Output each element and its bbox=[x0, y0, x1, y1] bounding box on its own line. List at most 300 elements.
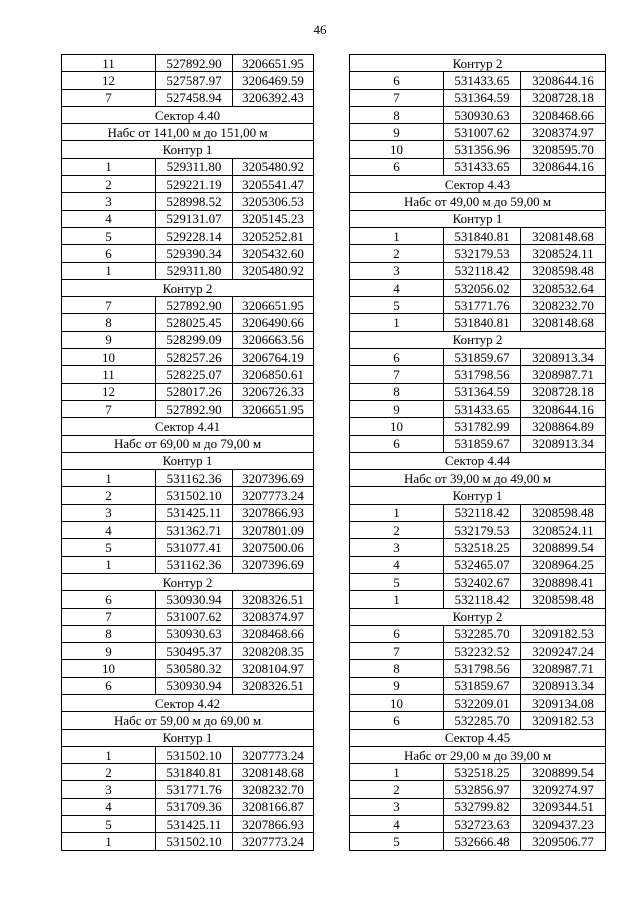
coordinate-x: 531425.11 bbox=[156, 504, 233, 521]
table-row bbox=[350, 383, 606, 400]
table-row bbox=[62, 72, 314, 89]
coordinate-y: 3208524.11 bbox=[521, 245, 606, 262]
coordinate-x: 531798.56 bbox=[444, 366, 521, 383]
coordinate-y: 3209506.77 bbox=[521, 833, 606, 850]
point-number: 10 bbox=[350, 418, 444, 435]
table-row bbox=[350, 591, 606, 608]
coordinate-x: 531840.81 bbox=[444, 227, 521, 244]
table-row bbox=[350, 694, 606, 711]
coordinate-y: 3208532.64 bbox=[521, 279, 606, 296]
coordinate-x: 528025.45 bbox=[156, 314, 233, 331]
table-row bbox=[350, 72, 606, 89]
point-number: 4 bbox=[62, 522, 156, 539]
coordinate-y: 3207773.24 bbox=[233, 746, 314, 763]
coordinate-x: 532118.42 bbox=[444, 591, 521, 608]
table-row bbox=[350, 106, 606, 123]
point-number: 1 bbox=[62, 262, 156, 279]
coordinate-y: 3208374.97 bbox=[521, 124, 606, 141]
table-row bbox=[62, 314, 314, 331]
coordinate-x: 529311.80 bbox=[156, 158, 233, 175]
coordinate-y: 3209134.08 bbox=[521, 694, 606, 711]
table-row bbox=[62, 89, 314, 106]
section-header-row bbox=[350, 608, 606, 625]
section-header-row bbox=[62, 694, 314, 711]
point-number: 1 bbox=[62, 556, 156, 573]
coordinate-y: 3209274.97 bbox=[521, 781, 606, 798]
coordinate-y: 3206850.61 bbox=[233, 366, 314, 383]
coordinate-x: 528225.07 bbox=[156, 366, 233, 383]
point-number: 6 bbox=[62, 245, 156, 262]
coordinate-y: 3206651.95 bbox=[233, 297, 314, 314]
section-header-row bbox=[62, 124, 314, 141]
point-number: 1 bbox=[350, 314, 444, 331]
coordinate-y: 3206469.59 bbox=[233, 72, 314, 89]
point-number: 6 bbox=[62, 591, 156, 608]
table-row bbox=[350, 816, 606, 833]
table-row bbox=[350, 314, 606, 331]
coordinate-x: 531433.65 bbox=[444, 158, 521, 175]
coordinate-y: 3208913.34 bbox=[521, 435, 606, 452]
section-header: Контур 1 bbox=[350, 210, 606, 227]
section-header-row bbox=[350, 487, 606, 504]
coordinate-x: 532285.70 bbox=[444, 625, 521, 642]
table-row bbox=[62, 470, 314, 487]
coordinate-x: 531859.67 bbox=[444, 435, 521, 452]
point-number: 1 bbox=[350, 504, 444, 521]
point-number: 7 bbox=[350, 366, 444, 383]
coordinate-x: 531433.65 bbox=[444, 72, 521, 89]
section-header-row bbox=[350, 193, 606, 210]
section-header: Сектор 4.43 bbox=[350, 176, 606, 193]
coordinate-x: 531859.67 bbox=[444, 349, 521, 366]
coordinates-table-left bbox=[61, 54, 314, 851]
coordinate-y: 3207396.69 bbox=[233, 470, 314, 487]
table-row bbox=[62, 262, 314, 279]
point-number: 4 bbox=[62, 798, 156, 815]
coordinate-x: 530580.32 bbox=[156, 660, 233, 677]
table-row bbox=[62, 798, 314, 815]
coordinate-y: 3208913.34 bbox=[521, 349, 606, 366]
section-header: Контур 1 bbox=[62, 141, 314, 158]
table-row bbox=[62, 400, 314, 417]
table-row bbox=[350, 227, 606, 244]
coordinates-table-right bbox=[349, 54, 606, 851]
coordinate-y: 3206663.56 bbox=[233, 331, 314, 348]
coordinate-y: 3208148.68 bbox=[233, 764, 314, 781]
table-row bbox=[350, 400, 606, 417]
coordinate-y: 3208468.66 bbox=[521, 106, 606, 123]
coordinate-y: 3208987.71 bbox=[521, 660, 606, 677]
table-row bbox=[350, 677, 606, 694]
section-header-row bbox=[62, 712, 314, 729]
point-number: 3 bbox=[350, 798, 444, 815]
table-row bbox=[350, 262, 606, 279]
point-number: 6 bbox=[350, 435, 444, 452]
coordinate-y: 3208728.18 bbox=[521, 383, 606, 400]
table-row bbox=[350, 349, 606, 366]
coordinate-y: 3208898.41 bbox=[521, 573, 606, 590]
section-header: Контур 1 bbox=[62, 452, 314, 469]
coordinate-y: 3207866.93 bbox=[233, 504, 314, 521]
point-number: 6 bbox=[62, 677, 156, 694]
point-number: 3 bbox=[62, 193, 156, 210]
table-row bbox=[350, 522, 606, 539]
table-row bbox=[350, 418, 606, 435]
table-row bbox=[350, 366, 606, 383]
coordinate-y: 3208644.16 bbox=[521, 400, 606, 417]
point-number: 4 bbox=[350, 279, 444, 296]
table-row bbox=[350, 158, 606, 175]
coordinate-x: 531433.65 bbox=[444, 400, 521, 417]
coordinate-y: 3207866.93 bbox=[233, 816, 314, 833]
point-number: 1 bbox=[350, 227, 444, 244]
coordinate-y: 3208166.87 bbox=[233, 798, 314, 815]
coordinate-x: 531502.10 bbox=[156, 746, 233, 763]
point-number: 1 bbox=[62, 833, 156, 850]
table-row bbox=[62, 331, 314, 348]
page-number: 46 bbox=[313, 22, 327, 37]
coordinate-y: 3208964.25 bbox=[521, 556, 606, 573]
point-number: 9 bbox=[62, 331, 156, 348]
coordinate-y: 3205480.92 bbox=[233, 262, 314, 279]
point-number: 2 bbox=[350, 522, 444, 539]
table-row bbox=[62, 55, 314, 72]
table-row bbox=[350, 625, 606, 642]
section-header-row bbox=[350, 729, 606, 746]
coordinate-x: 532799.82 bbox=[444, 798, 521, 815]
coordinate-x: 532209.01 bbox=[444, 694, 521, 711]
coordinate-y: 3208148.68 bbox=[521, 314, 606, 331]
coordinate-y: 3208598.48 bbox=[521, 504, 606, 521]
table-row bbox=[350, 141, 606, 158]
coordinate-x: 531771.76 bbox=[444, 297, 521, 314]
coordinate-y: 3209182.53 bbox=[521, 712, 606, 729]
point-number: 5 bbox=[350, 833, 444, 850]
coordinate-x: 532056.02 bbox=[444, 279, 521, 296]
coordinate-y: 3208208.35 bbox=[233, 643, 314, 660]
point-number: 3 bbox=[62, 781, 156, 798]
point-number: 4 bbox=[350, 816, 444, 833]
section-header-row bbox=[62, 435, 314, 452]
point-number: 7 bbox=[62, 400, 156, 417]
coordinate-x: 529228.14 bbox=[156, 227, 233, 244]
coordinate-y: 3205541.47 bbox=[233, 176, 314, 193]
point-number: 3 bbox=[350, 262, 444, 279]
table-row bbox=[62, 746, 314, 763]
coordinate-x: 528299.09 bbox=[156, 331, 233, 348]
coordinate-x: 531364.59 bbox=[444, 89, 521, 106]
coordinate-x: 532666.48 bbox=[444, 833, 521, 850]
section-header: Контур 2 bbox=[350, 331, 606, 348]
point-number: 11 bbox=[62, 366, 156, 383]
coordinate-y: 3206392.43 bbox=[233, 89, 314, 106]
coordinate-y: 3208899.54 bbox=[521, 764, 606, 781]
table-row bbox=[350, 539, 606, 556]
point-number: 12 bbox=[62, 383, 156, 400]
coordinate-x: 527587.97 bbox=[156, 72, 233, 89]
coordinate-y: 3208232.70 bbox=[521, 297, 606, 314]
table-row bbox=[62, 297, 314, 314]
coordinate-x: 529390.34 bbox=[156, 245, 233, 262]
section-header-row bbox=[62, 279, 314, 296]
section-header: Сектор 4.45 bbox=[350, 729, 606, 746]
coordinate-x: 532118.42 bbox=[444, 504, 521, 521]
coordinate-x: 532402.67 bbox=[444, 573, 521, 590]
table-row bbox=[350, 504, 606, 521]
coordinate-x: 527892.90 bbox=[156, 400, 233, 417]
coordinate-x: 531840.81 bbox=[156, 764, 233, 781]
coordinate-x: 530930.94 bbox=[156, 591, 233, 608]
section-header-row bbox=[62, 729, 314, 746]
coordinate-y: 3208598.48 bbox=[521, 262, 606, 279]
coordinate-y: 3208913.34 bbox=[521, 677, 606, 694]
section-header: Контур 2 bbox=[62, 573, 314, 590]
coordinate-y: 3208148.68 bbox=[521, 227, 606, 244]
coordinate-x: 527892.90 bbox=[156, 55, 233, 72]
table-row bbox=[350, 764, 606, 781]
point-number: 2 bbox=[62, 487, 156, 504]
table-row bbox=[62, 781, 314, 798]
section-header: Набс от 29,00 м до 39,00 м bbox=[350, 746, 606, 763]
table-row bbox=[62, 504, 314, 521]
point-number: 6 bbox=[350, 625, 444, 642]
coordinate-x: 532723.63 bbox=[444, 816, 521, 833]
point-number: 4 bbox=[350, 556, 444, 573]
coordinate-x: 529221.19 bbox=[156, 176, 233, 193]
point-number: 5 bbox=[62, 816, 156, 833]
coordinate-y: 3206490.66 bbox=[233, 314, 314, 331]
section-header-row bbox=[350, 55, 606, 72]
coordinate-x: 530930.63 bbox=[156, 625, 233, 642]
point-number: 7 bbox=[350, 89, 444, 106]
section-header-row bbox=[350, 210, 606, 227]
point-number: 6 bbox=[350, 158, 444, 175]
point-number: 6 bbox=[350, 712, 444, 729]
point-number: 2 bbox=[350, 781, 444, 798]
table-row bbox=[62, 227, 314, 244]
coordinate-x: 531356.96 bbox=[444, 141, 521, 158]
section-header: Сектор 4.42 bbox=[62, 694, 314, 711]
table-row bbox=[62, 556, 314, 573]
table-row bbox=[350, 712, 606, 729]
coordinate-y: 3205306.53 bbox=[233, 193, 314, 210]
section-header-row bbox=[62, 106, 314, 123]
point-number: 7 bbox=[350, 643, 444, 660]
point-number: 11 bbox=[62, 55, 156, 72]
point-number: 9 bbox=[350, 124, 444, 141]
table-row bbox=[350, 660, 606, 677]
section-header: Набс от 59,00 м до 69,00 м bbox=[62, 712, 314, 729]
coordinate-y: 3207773.24 bbox=[233, 487, 314, 504]
point-number: 10 bbox=[62, 660, 156, 677]
point-number: 9 bbox=[350, 677, 444, 694]
point-number: 1 bbox=[62, 158, 156, 175]
table-row bbox=[350, 781, 606, 798]
point-number: 10 bbox=[350, 141, 444, 158]
coordinates-table-left-body bbox=[62, 55, 314, 851]
coordinate-x: 531798.56 bbox=[444, 660, 521, 677]
coordinate-y: 3206651.95 bbox=[233, 55, 314, 72]
table-row bbox=[62, 608, 314, 625]
table-row bbox=[62, 833, 314, 850]
point-number: 8 bbox=[350, 106, 444, 123]
coordinate-x: 528017.26 bbox=[156, 383, 233, 400]
coordinate-x: 531364.59 bbox=[444, 383, 521, 400]
coordinate-x: 531007.62 bbox=[444, 124, 521, 141]
coordinate-y: 3208864.89 bbox=[521, 418, 606, 435]
coordinate-y: 3208987.71 bbox=[521, 366, 606, 383]
section-header-row bbox=[62, 573, 314, 590]
coordinate-x: 531840.81 bbox=[444, 314, 521, 331]
table-row bbox=[350, 798, 606, 815]
section-header: Контур 1 bbox=[62, 729, 314, 746]
coordinate-y: 3208899.54 bbox=[521, 539, 606, 556]
point-number: 5 bbox=[350, 297, 444, 314]
coordinate-x: 530495.37 bbox=[156, 643, 233, 660]
coordinate-x: 532518.25 bbox=[444, 764, 521, 781]
section-header-row bbox=[350, 746, 606, 763]
table-row bbox=[62, 210, 314, 227]
table-row bbox=[350, 833, 606, 850]
coordinate-y: 3208468.66 bbox=[233, 625, 314, 642]
coordinate-x: 528257.26 bbox=[156, 349, 233, 366]
point-number: 5 bbox=[62, 227, 156, 244]
coordinate-y: 3207801.09 bbox=[233, 522, 314, 539]
table-row bbox=[62, 366, 314, 383]
section-header: Набс от 69,00 м до 79,00 м bbox=[62, 435, 314, 452]
coordinate-y: 3206726.33 bbox=[233, 383, 314, 400]
point-number: 12 bbox=[62, 72, 156, 89]
coordinate-y: 3208598.48 bbox=[521, 591, 606, 608]
section-header-row bbox=[350, 176, 606, 193]
coordinate-x: 532232.52 bbox=[444, 643, 521, 660]
point-number: 5 bbox=[62, 539, 156, 556]
coordinate-y: 3208232.70 bbox=[233, 781, 314, 798]
coordinate-x: 531162.36 bbox=[156, 556, 233, 573]
coordinate-x: 531362.71 bbox=[156, 522, 233, 539]
coordinate-x: 530930.94 bbox=[156, 677, 233, 694]
coordinate-y: 3207773.24 bbox=[233, 833, 314, 850]
point-number: 2 bbox=[62, 176, 156, 193]
table-row bbox=[350, 245, 606, 262]
section-header: Контур 2 bbox=[62, 279, 314, 296]
coordinate-y: 3208644.16 bbox=[521, 158, 606, 175]
table-row bbox=[350, 556, 606, 573]
coordinate-x: 532179.53 bbox=[444, 245, 521, 262]
table-row bbox=[62, 539, 314, 556]
point-number: 3 bbox=[350, 539, 444, 556]
section-header: Сектор 4.40 bbox=[62, 106, 314, 123]
coordinate-y: 3205252.81 bbox=[233, 227, 314, 244]
table-row bbox=[62, 591, 314, 608]
section-header: Контур 2 bbox=[350, 55, 606, 72]
section-header: Контур 2 bbox=[350, 608, 606, 625]
point-number: 5 bbox=[350, 573, 444, 590]
table-row bbox=[62, 487, 314, 504]
table-row bbox=[350, 124, 606, 141]
coordinates-table-right-body bbox=[350, 55, 606, 851]
section-header-row bbox=[62, 452, 314, 469]
section-header: Сектор 4.41 bbox=[62, 418, 314, 435]
coordinate-x: 527458.94 bbox=[156, 89, 233, 106]
point-number: 8 bbox=[350, 660, 444, 677]
point-number: 7 bbox=[62, 297, 156, 314]
coordinate-x: 527892.90 bbox=[156, 297, 233, 314]
coordinate-x: 531077.41 bbox=[156, 539, 233, 556]
table-row bbox=[62, 193, 314, 210]
section-header: Набс от 141,00 м до 151,00 м bbox=[62, 124, 314, 141]
table-row bbox=[350, 435, 606, 452]
table-row bbox=[350, 297, 606, 314]
table-row bbox=[62, 245, 314, 262]
coordinate-y: 3208595.70 bbox=[521, 141, 606, 158]
point-number: 9 bbox=[350, 400, 444, 417]
point-number: 4 bbox=[62, 210, 156, 227]
coordinate-x: 531859.67 bbox=[444, 677, 521, 694]
coordinate-x: 531162.36 bbox=[156, 470, 233, 487]
coordinate-y: 3209182.53 bbox=[521, 625, 606, 642]
section-header: Набс от 49,00 м до 59,00 м bbox=[350, 193, 606, 210]
coordinate-y: 3205145.23 bbox=[233, 210, 314, 227]
coordinate-y: 3208326.51 bbox=[233, 677, 314, 694]
point-number: 8 bbox=[62, 625, 156, 642]
table-row bbox=[62, 625, 314, 642]
coordinate-y: 3206651.95 bbox=[233, 400, 314, 417]
coordinate-y: 3209437.23 bbox=[521, 816, 606, 833]
coordinate-x: 530930.63 bbox=[444, 106, 521, 123]
coordinate-y: 3208524.11 bbox=[521, 522, 606, 539]
table-row bbox=[62, 643, 314, 660]
coordinate-x: 532179.53 bbox=[444, 522, 521, 539]
coordinate-y: 3207396.69 bbox=[233, 556, 314, 573]
section-header: Сектор 4.44 bbox=[350, 452, 606, 469]
point-number: 1 bbox=[62, 746, 156, 763]
table-row bbox=[350, 279, 606, 296]
coordinate-x: 531709.36 bbox=[156, 798, 233, 815]
coordinate-x: 531782.99 bbox=[444, 418, 521, 435]
coordinate-x: 532285.70 bbox=[444, 712, 521, 729]
table-row bbox=[62, 660, 314, 677]
section-header: Контур 1 bbox=[350, 487, 606, 504]
coordinate-x: 531502.10 bbox=[156, 487, 233, 504]
table-row bbox=[62, 349, 314, 366]
table-row bbox=[62, 677, 314, 694]
table-row bbox=[62, 764, 314, 781]
coordinate-x: 529311.80 bbox=[156, 262, 233, 279]
section-header-row bbox=[62, 141, 314, 158]
table-row bbox=[62, 816, 314, 833]
coordinate-x: 531007.62 bbox=[156, 608, 233, 625]
table-row bbox=[350, 89, 606, 106]
section-header-row bbox=[62, 418, 314, 435]
coordinate-x: 531771.76 bbox=[156, 781, 233, 798]
coordinate-x: 532856.97 bbox=[444, 781, 521, 798]
point-number: 6 bbox=[350, 349, 444, 366]
coordinate-y: 3209344.51 bbox=[521, 798, 606, 815]
table-row bbox=[62, 383, 314, 400]
coordinate-y: 3209247.24 bbox=[521, 643, 606, 660]
section-header-row bbox=[350, 452, 606, 469]
point-number: 7 bbox=[62, 89, 156, 106]
point-number: 8 bbox=[62, 314, 156, 331]
point-number: 9 bbox=[62, 643, 156, 660]
coordinate-y: 3207500.06 bbox=[233, 539, 314, 556]
point-number: 3 bbox=[62, 504, 156, 521]
table-row bbox=[350, 573, 606, 590]
coordinate-y: 3208374.97 bbox=[233, 608, 314, 625]
point-number: 6 bbox=[350, 72, 444, 89]
coordinate-y: 3208644.16 bbox=[521, 72, 606, 89]
